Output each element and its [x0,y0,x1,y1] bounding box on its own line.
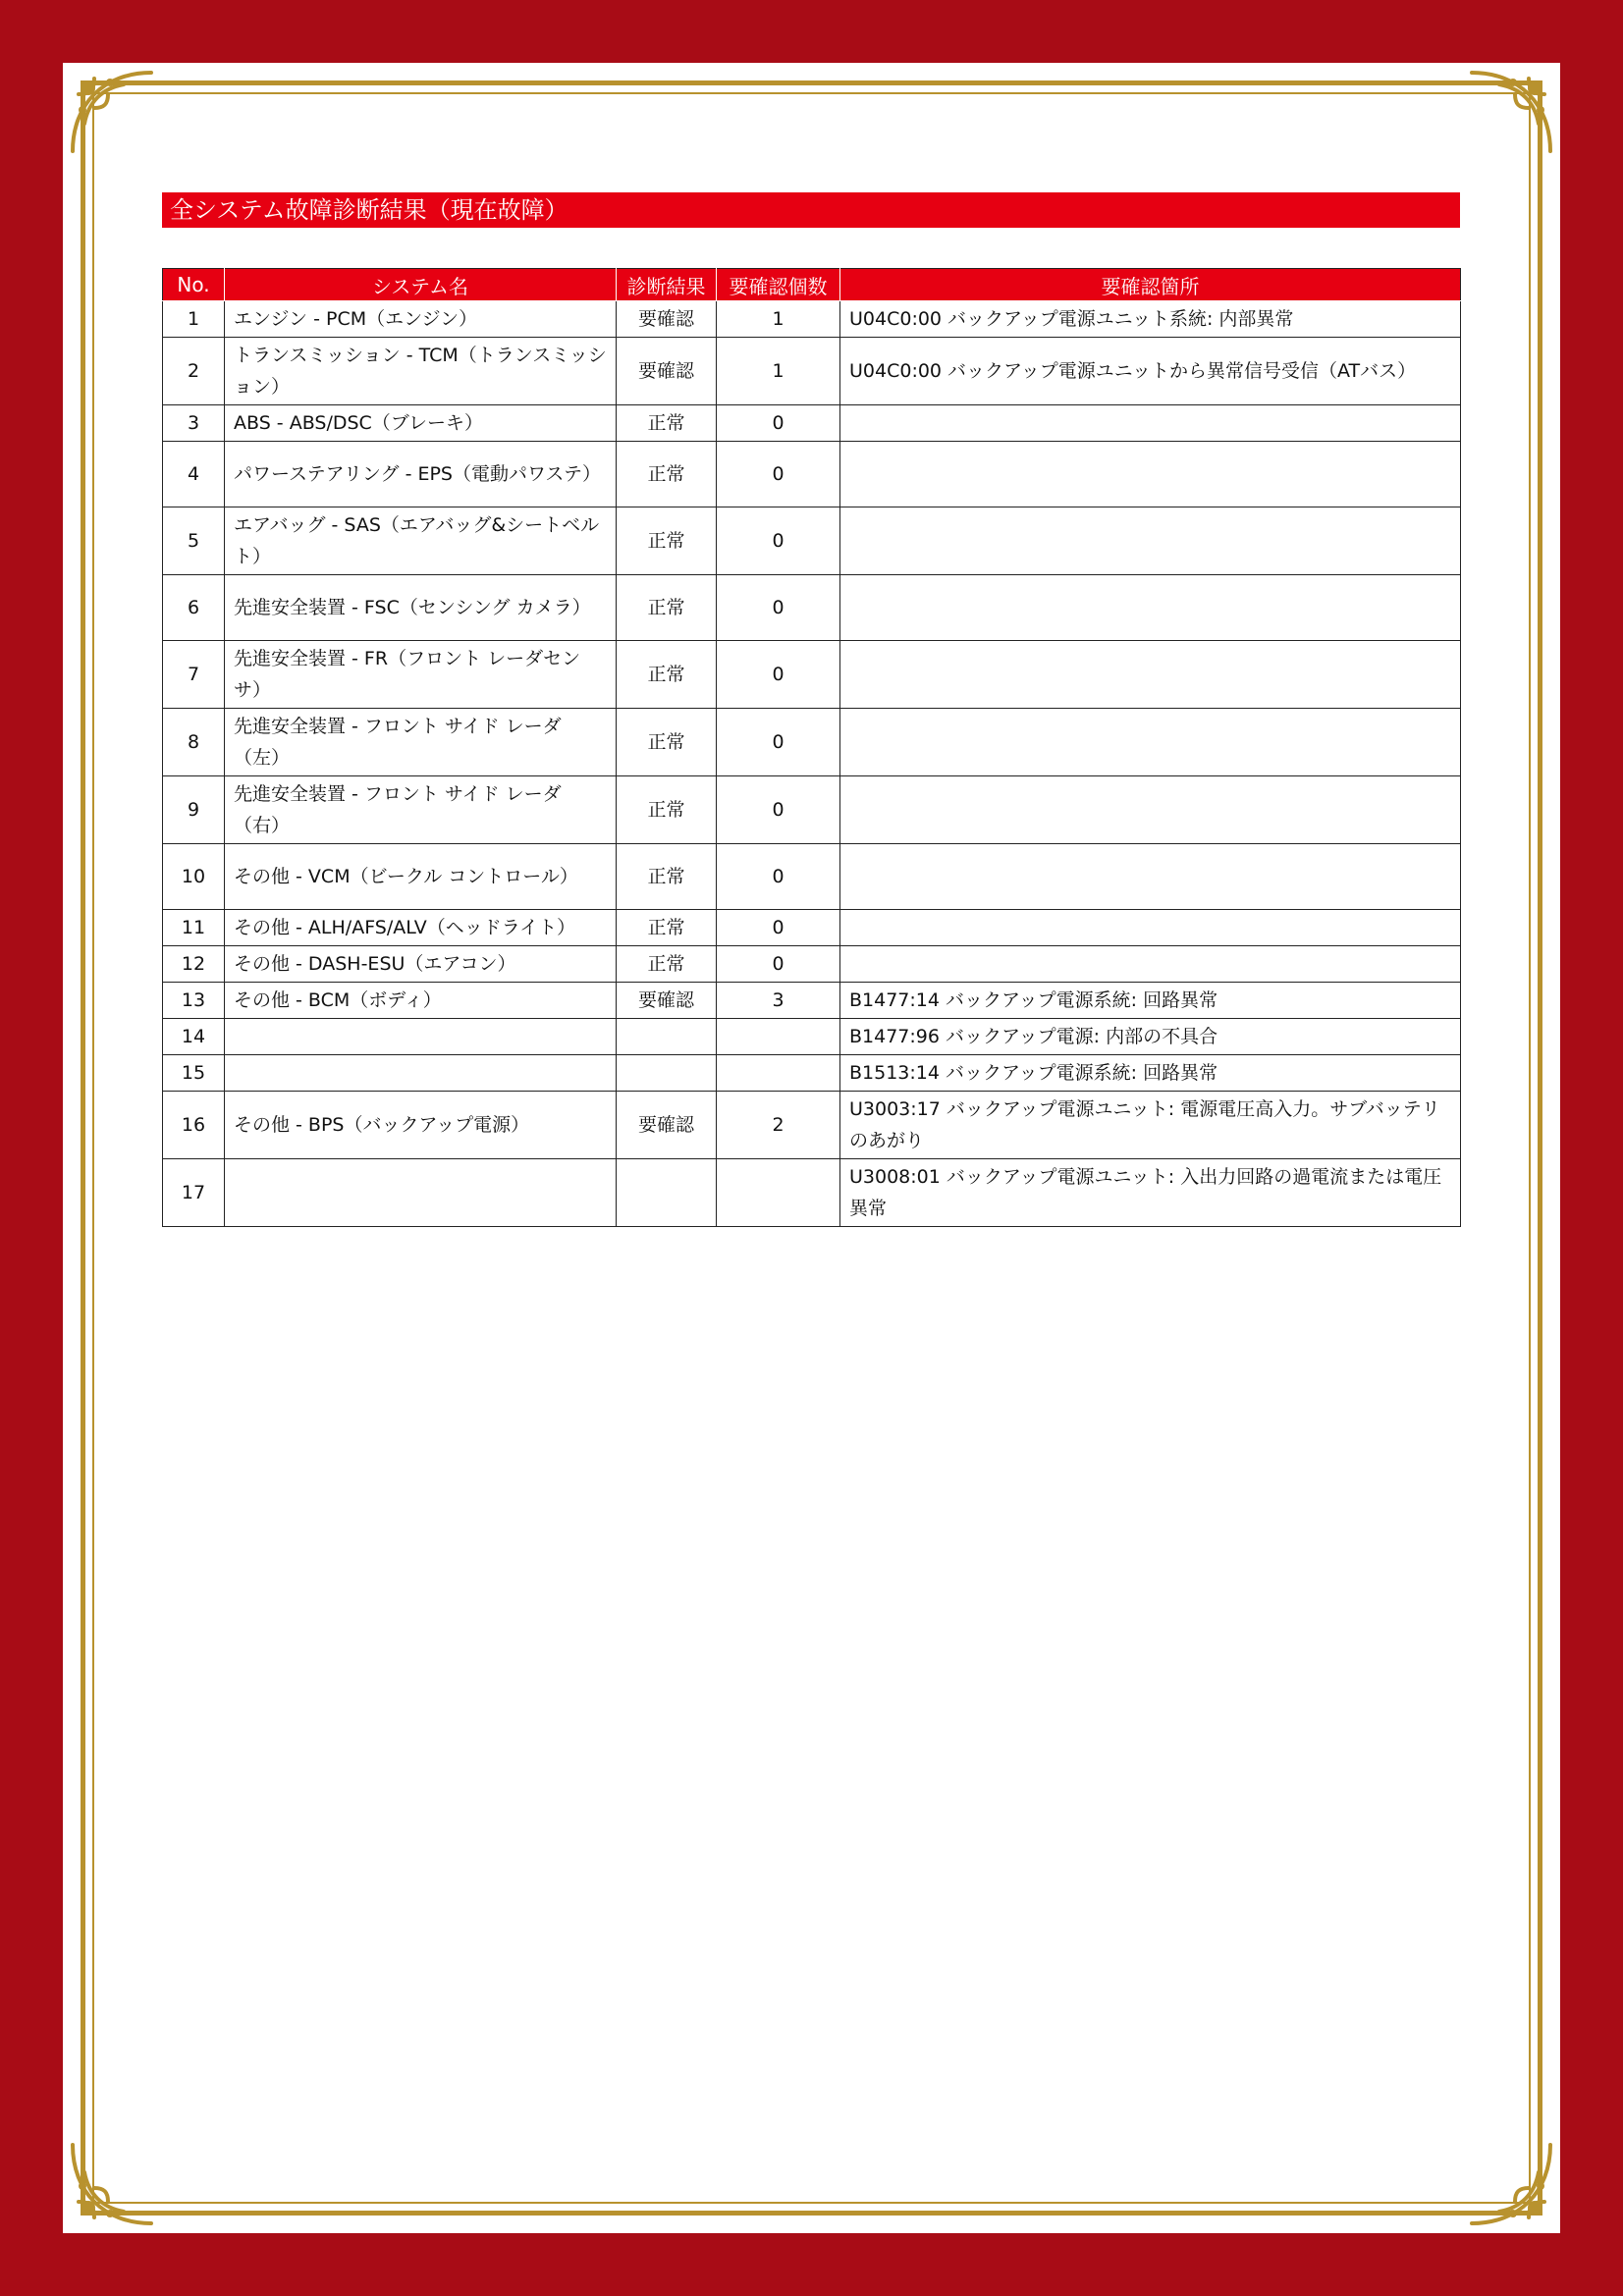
cell-no: 2 [163,338,225,405]
table-row [163,1019,1461,1055]
cell-system: その他 - VCM（ビークル コントロール） [225,844,617,910]
ornament-corner-icon [65,65,159,159]
table-row [163,946,1461,983]
table-header-row [163,269,1461,301]
table-row [163,442,1461,507]
cell-count: 0 [717,641,840,709]
ornament-corner-icon [65,2137,159,2231]
cell-location [840,405,1461,442]
cell-location: B1477:14 バックアップ電源系統: 回路異常 [840,983,1461,1019]
cell-count: 0 [717,709,840,776]
table-row [163,709,1461,776]
cell-no: 9 [163,776,225,844]
cell-no: 6 [163,575,225,641]
cell-count: 0 [717,405,840,442]
table-row [163,910,1461,946]
column-header-count: 要確認個数 [717,269,840,301]
table-row [163,1159,1461,1227]
cell-system: ABS - ABS/DSC（ブレーキ） [225,405,617,442]
cell-result: 正常 [617,405,717,442]
ornament-corner-icon [1464,65,1558,159]
cell-no: 4 [163,442,225,507]
cell-no: 3 [163,405,225,442]
cell-result: 正常 [617,776,717,844]
table-row [163,507,1461,575]
table-row [163,1055,1461,1092]
report-page [63,63,1560,2233]
cell-system: エアバッグ - SAS（エアバッグ&シートベルト） [225,507,617,575]
cell-result: 正常 [617,946,717,983]
cell-no: 17 [163,1159,225,1227]
cell-system: その他 - DASH-ESU（エアコン） [225,946,617,983]
cell-result: 正常 [617,507,717,575]
cell-result: 要確認 [617,301,717,338]
cell-location: B1513:14 バックアップ電源系統: 回路異常 [840,1055,1461,1092]
table-row [163,1092,1461,1159]
cell-count: 0 [717,776,840,844]
column-header-system: システム名 [225,269,617,301]
cell-result [617,1159,717,1227]
cell-location: B1477:96 バックアップ電源: 内部の不具合 [840,1019,1461,1055]
cell-result: 要確認 [617,338,717,405]
cell-system [225,1159,617,1227]
column-header-location: 要確認箇所 [840,269,1461,301]
cell-count: 0 [717,910,840,946]
cell-result: 正常 [617,844,717,910]
cell-location [840,946,1461,983]
cell-result: 要確認 [617,983,717,1019]
cell-result: 正常 [617,709,717,776]
cell-result: 要確認 [617,1092,717,1159]
cell-count: 0 [717,844,840,910]
cell-no: 11 [163,910,225,946]
cell-location: U3003:17 バックアップ電源ユニット: 電源電圧高入力。サブバッテリのあがり [840,1092,1461,1159]
cell-location [840,776,1461,844]
cell-location [840,641,1461,709]
cell-location: U3008:01 バックアップ電源ユニット: 入出力回路の過電流または電圧異常 [840,1159,1461,1227]
table-row [163,405,1461,442]
cell-result [617,1055,717,1092]
table-row [163,575,1461,641]
cell-count: 0 [717,507,840,575]
cell-no: 7 [163,641,225,709]
cell-no: 8 [163,709,225,776]
cell-system: 先進安全装置 - フロント サイド レーダ（右） [225,776,617,844]
cell-system: その他 - ALH/AFS/ALV（ヘッドライト） [225,910,617,946]
column-header-no: No. [163,269,225,301]
cell-system [225,1055,617,1092]
cell-no: 16 [163,1092,225,1159]
table-row [163,641,1461,709]
cell-system: エンジン - PCM（エンジン） [225,301,617,338]
cell-system: その他 - BCM（ボディ） [225,983,617,1019]
cell-result: 正常 [617,641,717,709]
cell-count: 0 [717,946,840,983]
cell-location: U04C0:00 バックアップ電源ユニット系統: 内部異常 [840,301,1461,338]
cell-result: 正常 [617,910,717,946]
cell-system [225,1019,617,1055]
cell-count [717,1055,840,1092]
cell-no: 14 [163,1019,225,1055]
cell-location [840,507,1461,575]
cell-no: 5 [163,507,225,575]
cell-no: 1 [163,301,225,338]
cell-no: 15 [163,1055,225,1092]
cell-system: パワーステアリング - EPS（電動パワステ） [225,442,617,507]
cell-system: トランスミッション - TCM（トランスミッション） [225,338,617,405]
cell-system: 先進安全装置 - FSC（センシング カメラ） [225,575,617,641]
cell-count [717,1159,840,1227]
cell-count: 1 [717,301,840,338]
cell-result: 正常 [617,442,717,507]
cell-location [840,575,1461,641]
cell-count [717,1019,840,1055]
cell-location [840,709,1461,776]
cell-system: その他 - BPS（バックアップ電源） [225,1092,617,1159]
table-row [163,338,1461,405]
page-title: 全システム故障診断結果（現在故障） [162,192,1460,228]
cell-no: 12 [163,946,225,983]
cell-location: U04C0:00 バックアップ電源ユニットから異常信号受信（ATバス） [840,338,1461,405]
table-row [163,983,1461,1019]
cell-no: 10 [163,844,225,910]
cell-system: 先進安全装置 - フロント サイド レーダ（左） [225,709,617,776]
cell-count: 0 [717,575,840,641]
diagnosis-table [162,268,1461,1227]
cell-location [840,442,1461,507]
cell-location [840,910,1461,946]
cell-result [617,1019,717,1055]
cell-count: 0 [717,442,840,507]
table-row [163,776,1461,844]
ornament-corner-icon [1464,2137,1558,2231]
table-row [163,301,1461,338]
cell-count: 3 [717,983,840,1019]
cell-count: 1 [717,338,840,405]
table-row [163,844,1461,910]
cell-result: 正常 [617,575,717,641]
cell-system: 先進安全装置 - FR（フロント レーダセンサ） [225,641,617,709]
cell-location [840,844,1461,910]
column-header-result: 診断結果 [617,269,717,301]
cell-count: 2 [717,1092,840,1159]
cell-no: 13 [163,983,225,1019]
